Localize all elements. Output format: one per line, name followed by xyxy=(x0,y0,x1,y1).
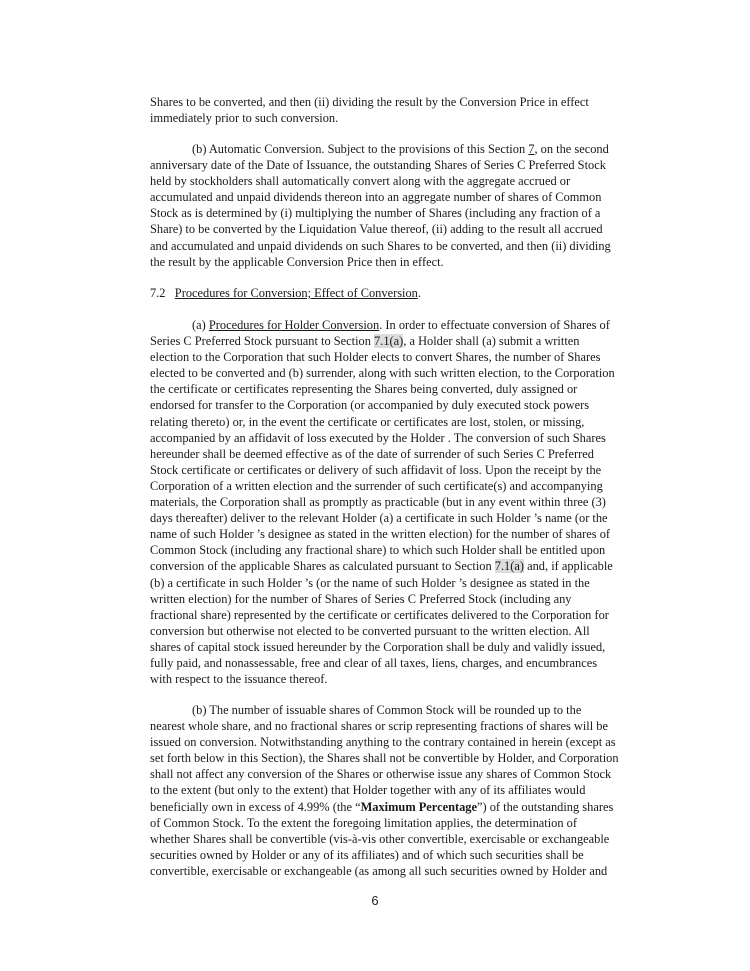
text-run: , a Holder shall (a) submit a written xyxy=(403,334,580,349)
text-line: and accumulated and unpaid dividends on such Shares to be converted, and then (ii) dividing xyxy=(150,238,611,253)
text-line: relating thereto) or, in the event the certificate or certificates are lost, stolen, or missing, xyxy=(150,414,585,429)
text-run: Series C Preferred Stock pursuant to Section xyxy=(150,334,375,349)
text-line: Corporation of a written election and the surrender of such certificate(s) and accompanying xyxy=(150,478,603,493)
text-run: . In order to effectuate conversion of Shares of xyxy=(379,318,610,332)
text-line: the certificate or certificates representing the Shares being converted, duly assigned or xyxy=(150,382,578,397)
text-line: issued on conversion. Notwithstanding anything to the contrary contained in herein (except as xyxy=(150,735,616,750)
text-line xyxy=(150,702,662,718)
text-line xyxy=(150,317,662,333)
text-line: days thereafter) deliver to the relevant Holder (a) a certificate in such Holder ’s name (or the xyxy=(150,511,608,526)
text-line: accompanied by an affidavit of loss executed by the Holder . The conversion of such Shares xyxy=(150,430,606,445)
text-line: Stock certificate or certificates or delivery of such affidavit of loss. Upon the receipt by the xyxy=(150,462,602,477)
text-line: whether Shares shall be convertible (vis-à-vis other convertible, exercisable or exchangeable xyxy=(150,831,610,846)
section-number: 7.2 xyxy=(150,286,166,300)
text-line: set forth below in this Section), the Shares shall not be convertible by Holder, and Corporation xyxy=(150,751,619,766)
subsection-title: Procedures for Holder Conversion xyxy=(208,318,380,332)
text-line: anniversary date of the Date of Issuance, the outstanding Shares of Series C Preferred Stock xyxy=(150,158,606,173)
text-line: nearest whole share, and no fractional shares or scrip representing fractions of shares will be xyxy=(150,719,608,734)
text-run: . xyxy=(417,286,421,300)
text-line: written election) for the number of Shares of Series C Preferred Stock (including any xyxy=(150,591,572,606)
text-line: convertible, exercisable or exchangeable (as among all such securities owned by Holder and xyxy=(150,863,608,878)
section-heading xyxy=(150,285,421,301)
section-title: Procedures for Conversion; Effect of Conversion xyxy=(174,286,418,300)
paragraph-continuation xyxy=(150,94,662,126)
text-line: accumulated and unpaid dividends thereon into an aggregate number of shares of Common xyxy=(150,190,602,205)
text-run: (a) xyxy=(192,318,209,332)
text-line xyxy=(150,333,662,349)
paragraph-holder-conversion xyxy=(150,317,662,687)
text-line xyxy=(150,799,662,815)
text-line: conversion but otherwise not elected to be converted pursuant to the written election. All xyxy=(150,623,590,638)
text-line: Shares to be converted, and then (ii) dividing the result by the Conversion Price in effect xyxy=(150,95,589,109)
section-reference-link[interactable]: 7.1(a) xyxy=(374,334,404,349)
text-line: of Common Stock. To the extent the foregoing limitation applies, the determination of xyxy=(150,815,577,830)
defined-term: Maximum Percentage xyxy=(360,799,477,814)
text-line: name of such Holder ’s designee as stated in the written election) for the number of shares of xyxy=(150,527,611,542)
text-line: the result by the applicable Conversion Price then in effect. xyxy=(150,254,444,269)
text-line: Share) to be converted by the Liquidation Value thereof, (ii) adding to the result all accrued xyxy=(150,222,603,237)
section-reference: 7 xyxy=(528,142,535,156)
text-line xyxy=(150,141,662,157)
text-line: to the extent (but only to the extent) that Holder together with any of its affiliates would xyxy=(150,783,586,798)
text-line: materials, the Corporation shall as promptly as practicable (but in any event within three (3) xyxy=(150,495,606,510)
text-run: (b) Automatic Conversion. Subject to the provisions of this Section xyxy=(192,142,529,156)
text-line: shall not affect any conversion of the Shares or otherwise issue any shares of Common Stock xyxy=(150,767,612,782)
paragraph-maximum-percentage xyxy=(150,702,662,879)
text-line xyxy=(150,558,662,574)
text-run: , on the second xyxy=(534,142,609,156)
text-run: conversion of the applicable Shares as calculated pursuant to Section xyxy=(150,559,495,574)
text-line: fractional share) represented by the certificate or certificates delivered to the Corporation for xyxy=(150,607,609,622)
text-line: held by stockholders shall automatically convert along with the aggregate accrued or xyxy=(150,174,571,189)
paragraph-automatic-conversion xyxy=(150,141,662,270)
text-line: endorsed for transfer to the Corporation (or accompanied by duly executed stock powers xyxy=(150,398,590,413)
text-run: ”) of the outstanding shares xyxy=(477,799,614,814)
text-run: beneficially own in excess of 4.99% (the “ xyxy=(150,799,361,814)
text-line: with respect to the issuance thereof. xyxy=(150,672,328,687)
section-reference-link[interactable]: 7.1(a) xyxy=(494,559,525,574)
text-line: elected to be converted and (b) surrender, along with such written election, to the Corporation xyxy=(150,366,615,381)
text-line: Common Stock (including any fractional share) to which such Holder shall be entitled upon xyxy=(150,543,606,558)
text-line: shares of capital stock issued hereunder by the Corporation shall be duly and validly issued, xyxy=(150,639,606,654)
text-line: immediately prior to such conversion. xyxy=(150,111,339,126)
text-line: (b) a certificate in such Holder ’s (or the name of such Holder ’s designee as stated in the xyxy=(150,575,590,590)
text-run: and, if applicable xyxy=(524,559,613,574)
text-line: fully paid, and nonassessable, free and clear of all taxes, liens, charges, and encumbrances xyxy=(150,655,598,670)
text-line: securities owned by Holder or any of its affiliates) and of which such securities shall be xyxy=(150,847,584,862)
text-line: hereunder shall be deemed effective as of the date of surrender of such Series C Preferred xyxy=(150,446,594,461)
text-run: (b) The number of issuable shares of Common Stock will be rounded up to the xyxy=(192,703,582,717)
text-line: Stock as is determined by (i) multiplying the number of Shares (including any fraction of a xyxy=(150,206,601,221)
page-number: 6 xyxy=(371,893,379,908)
text-line: election to the Corporation that such Holder elects to convert Shares, the number of Shares xyxy=(150,350,601,365)
